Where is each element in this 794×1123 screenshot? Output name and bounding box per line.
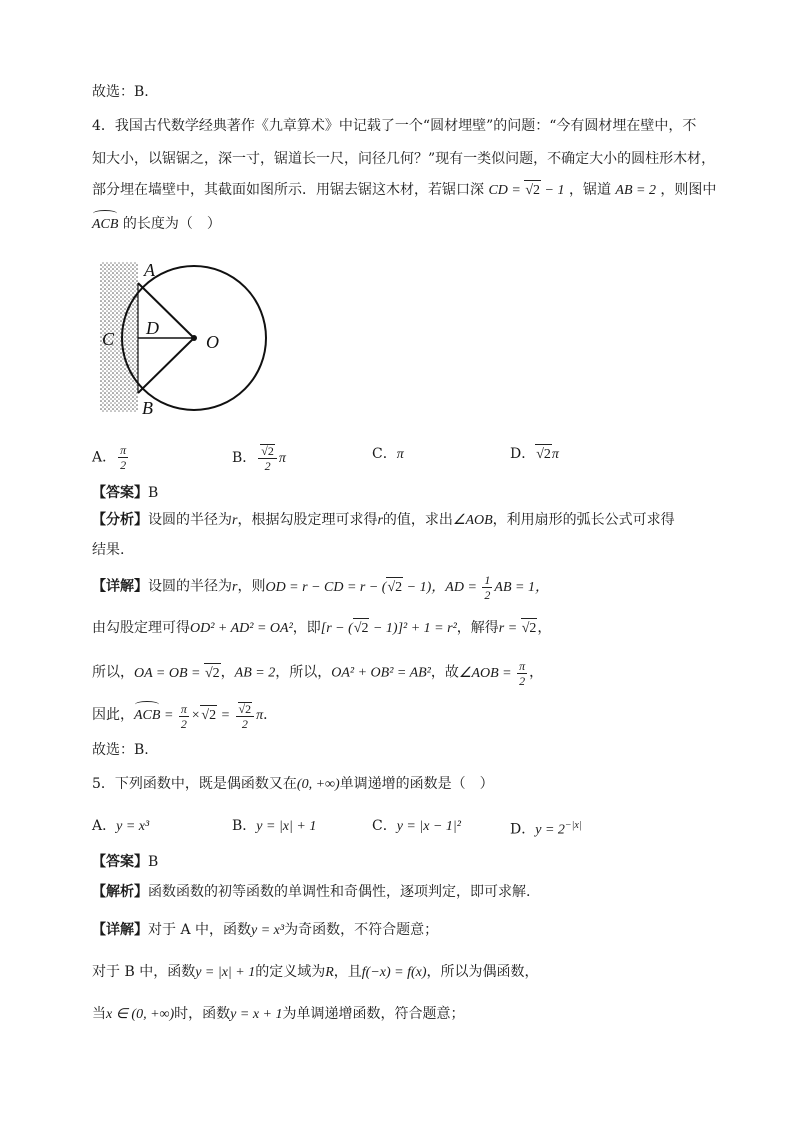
q4-detail-text-1: 设圆的半径为 — [148, 578, 232, 595]
q4-analysis-text-1: 设圆的半径为 — [148, 512, 232, 528]
label-c: C — [102, 329, 115, 349]
q4-pyth-text-1: 由勾股定理可得 — [92, 620, 190, 636]
q5-detail-text-1a: 对于 A 中，函数 — [148, 922, 252, 938]
q5-detail-line-1 — [92, 920, 438, 941]
q4-ad-expression: ，AD = $\frac{1}{2}$ AB = 1， — [431, 573, 549, 602]
q5-detail-text-3c: 为单调递增函数，符合题意； — [282, 1006, 465, 1022]
q4-analysis-tag: 【分析】 — [92, 512, 148, 528]
q4-analysis-angle: ∠AOB — [452, 513, 493, 528]
q5-option-d: D．$y = 2^{-|x|}$ — [510, 820, 582, 838]
q4-analysis-text-2: ，根据勾股定理可求得 — [237, 512, 378, 528]
q4-stem-line-4 — [92, 214, 221, 235]
q4-stem-text-4: 的长度为（ ） — [122, 216, 221, 232]
q4-option-b: B． √ $\frac{2}{2}$ π — [232, 444, 286, 472]
prev-answer-text: 故选：B. — [92, 84, 149, 100]
q5-answer-line — [92, 852, 158, 872]
q4-final-line — [92, 740, 149, 760]
q4-pyth-end: ， — [537, 620, 552, 636]
q5-detail-expr-3: x ∈ (0, +∞) — [106, 1007, 175, 1022]
q5-detail-text-3a: 当 — [92, 1006, 106, 1022]
q4-cd-expression: CD = √ 2 − 1 — [488, 183, 564, 198]
q4-detail-line-4 — [92, 702, 277, 730]
q4-so-text-1: 所以， — [92, 664, 134, 681]
q4-thus-expression: = $\frac{\pi}{2}$ ×√ 2 = √ $\frac{2}{2}$ π — [160, 708, 263, 723]
q4-so-text-4: ，故 — [430, 664, 459, 681]
q4-analysis-line-2 — [92, 540, 124, 560]
q4-stem-line-1 — [92, 116, 696, 136]
q4-analysis-text-4: ，利用扇形的弧长公式可求得 — [492, 512, 675, 528]
q5-answer-tag: 【答案】 — [92, 854, 148, 870]
q5-detail-eq-2: f(−x) = f(x) — [361, 965, 427, 980]
q4-answer-tag: 【答案】 — [92, 485, 148, 501]
q4-stem-line-3 — [92, 180, 716, 201]
q4-option-c: C．π — [372, 446, 404, 462]
q5-stem-line — [92, 774, 494, 795]
q5-detail-domain: R — [325, 965, 334, 980]
q4-final-text: 故选：B. — [92, 742, 149, 758]
q4-option-d: D．√ 2π — [510, 444, 559, 465]
q4-answer-line — [92, 483, 158, 503]
label-d: D — [146, 318, 159, 338]
q5-interval: (0, +∞) — [296, 777, 340, 792]
q4-so-text-3: ，所以， — [275, 664, 332, 681]
q4-detail-tag: 【详解】 — [92, 578, 148, 595]
q4-so-ab: AB = 2 — [234, 665, 276, 681]
q4-so-text-2: ， — [220, 664, 235, 681]
q5-detail-expr-4: y = x + 1 — [230, 1007, 283, 1022]
q5-analysis-text: 函数函数的初等函数的单调性和奇偶性，逐项判定，即可求解. — [148, 884, 531, 900]
q4-stem-line-2 — [92, 149, 715, 169]
label-b: B — [142, 398, 153, 418]
q5-option-b: B．y = |x| + 1 — [232, 818, 317, 834]
q4-so-eq: OA = OB = √ 2 — [134, 666, 221, 681]
q4-so-angle: ∠AOB = $\frac{\pi}{2}$ — [458, 659, 526, 688]
q4-answer-value: B — [148, 485, 159, 501]
q4-stem-text-3a: 部分埋在墙壁中，其截面如图所示．用锯去锯这木材，若锯口深 — [92, 182, 484, 198]
q5-stem-text-2: 单调递增的函数是（ ） — [339, 776, 494, 792]
q5-detail-line-2 — [92, 962, 539, 983]
q4-stem-text-1: 4．我国古代数学经典著作《九章算术》中记载了一个“圆材埋壁”的问题：“今有圆材埋在壁中，不 — [92, 118, 697, 134]
q5-analysis-tag: 【解析】 — [92, 884, 148, 900]
center-point — [191, 335, 197, 341]
q5-detail-text-2a: 对于 B 中，函数 — [92, 964, 196, 980]
q4-detail-line-2 — [92, 618, 551, 639]
q5-detail-tag: 【详解】 — [92, 922, 148, 938]
q4-pyth-r: r = √ 2 — [499, 621, 538, 636]
q4-analysis-r-2: r — [377, 513, 383, 528]
q5-detail-text-1b: 为奇函数，不符合题意； — [284, 922, 439, 938]
q4-stem-text-2: 知大小，以锯锯之，深一寸，锯道长一尺，问径几何？”现有一类似问题，不确定大小的圆柱形木材， — [92, 151, 716, 167]
q5-options — [92, 816, 712, 838]
prev-answer-line — [92, 82, 149, 102]
q4-options — [92, 438, 712, 472]
q4-detail-line-1 — [92, 574, 549, 601]
q4-detail-line-3 — [92, 660, 543, 687]
q4-detail-r: r — [232, 579, 238, 595]
q5-analysis-line — [92, 882, 530, 902]
q4-analysis-line — [92, 510, 675, 531]
q5-detail-expr-2: y = |x| + 1 — [195, 965, 256, 980]
q4-so-end: ， — [529, 664, 544, 681]
q5-detail-text-3b: 时，函数 — [174, 1006, 231, 1022]
q4-od-expression: OD = r − CD = r − (√ 2 − 1) — [265, 580, 431, 595]
q4-ab-expression: AB = 2 — [615, 183, 656, 198]
q4-analysis-text-3: 的值，求出 — [382, 512, 453, 528]
q5-option-c: C．y = |x − 1|² — [372, 818, 461, 834]
q4-detail-text-2: ，则 — [237, 578, 266, 595]
q4-arc-label: ACB — [92, 215, 118, 235]
q4-pyth-eq2: [r − (√ 2 − 1)]² + 1 = r² — [321, 621, 457, 636]
q4-analysis-text-5: 结果. — [92, 542, 125, 558]
q4-stem-text-3b: ，锯道 — [568, 182, 611, 198]
q4-analysis-r: r — [232, 513, 238, 528]
q4-thus-end: ． — [263, 707, 278, 724]
q4-pyth-eq: OD² + AD² = OA² — [190, 621, 293, 636]
q4-thus-text-1: 因此， — [92, 707, 134, 724]
circle-in-wall-figure — [92, 256, 282, 421]
segment-ob — [138, 338, 194, 393]
q4-pyth-text-3: ，解得 — [456, 620, 499, 636]
q4-pyth-text-2: ，即 — [292, 620, 321, 636]
q5-stem-text-1: 5．下列函数中，既是偶函数又在 — [92, 776, 297, 792]
q4-option-a: A． $\frac{\pi}{2}$ — [92, 443, 127, 472]
q4-so-eq2: OA² + OB² = AB² — [331, 665, 431, 681]
label-o: O — [206, 332, 219, 352]
q5-detail-text-2c: ，且 — [333, 964, 362, 980]
q5-detail-text-2b: 的定义域为 — [255, 964, 326, 980]
label-a: A — [144, 260, 155, 280]
q5-detail-line-3 — [92, 1004, 465, 1025]
q4-thus-arc: ACB — [134, 706, 160, 726]
q4-stem-text-3c: ，则图中 — [660, 182, 717, 198]
q5-detail-expr-1: y = x³ — [251, 923, 285, 938]
q5-option-a: A．y = x³ — [92, 818, 150, 834]
q5-answer-value: B — [148, 854, 159, 870]
q5-detail-text-2d: ，所以为偶函数， — [426, 964, 539, 980]
